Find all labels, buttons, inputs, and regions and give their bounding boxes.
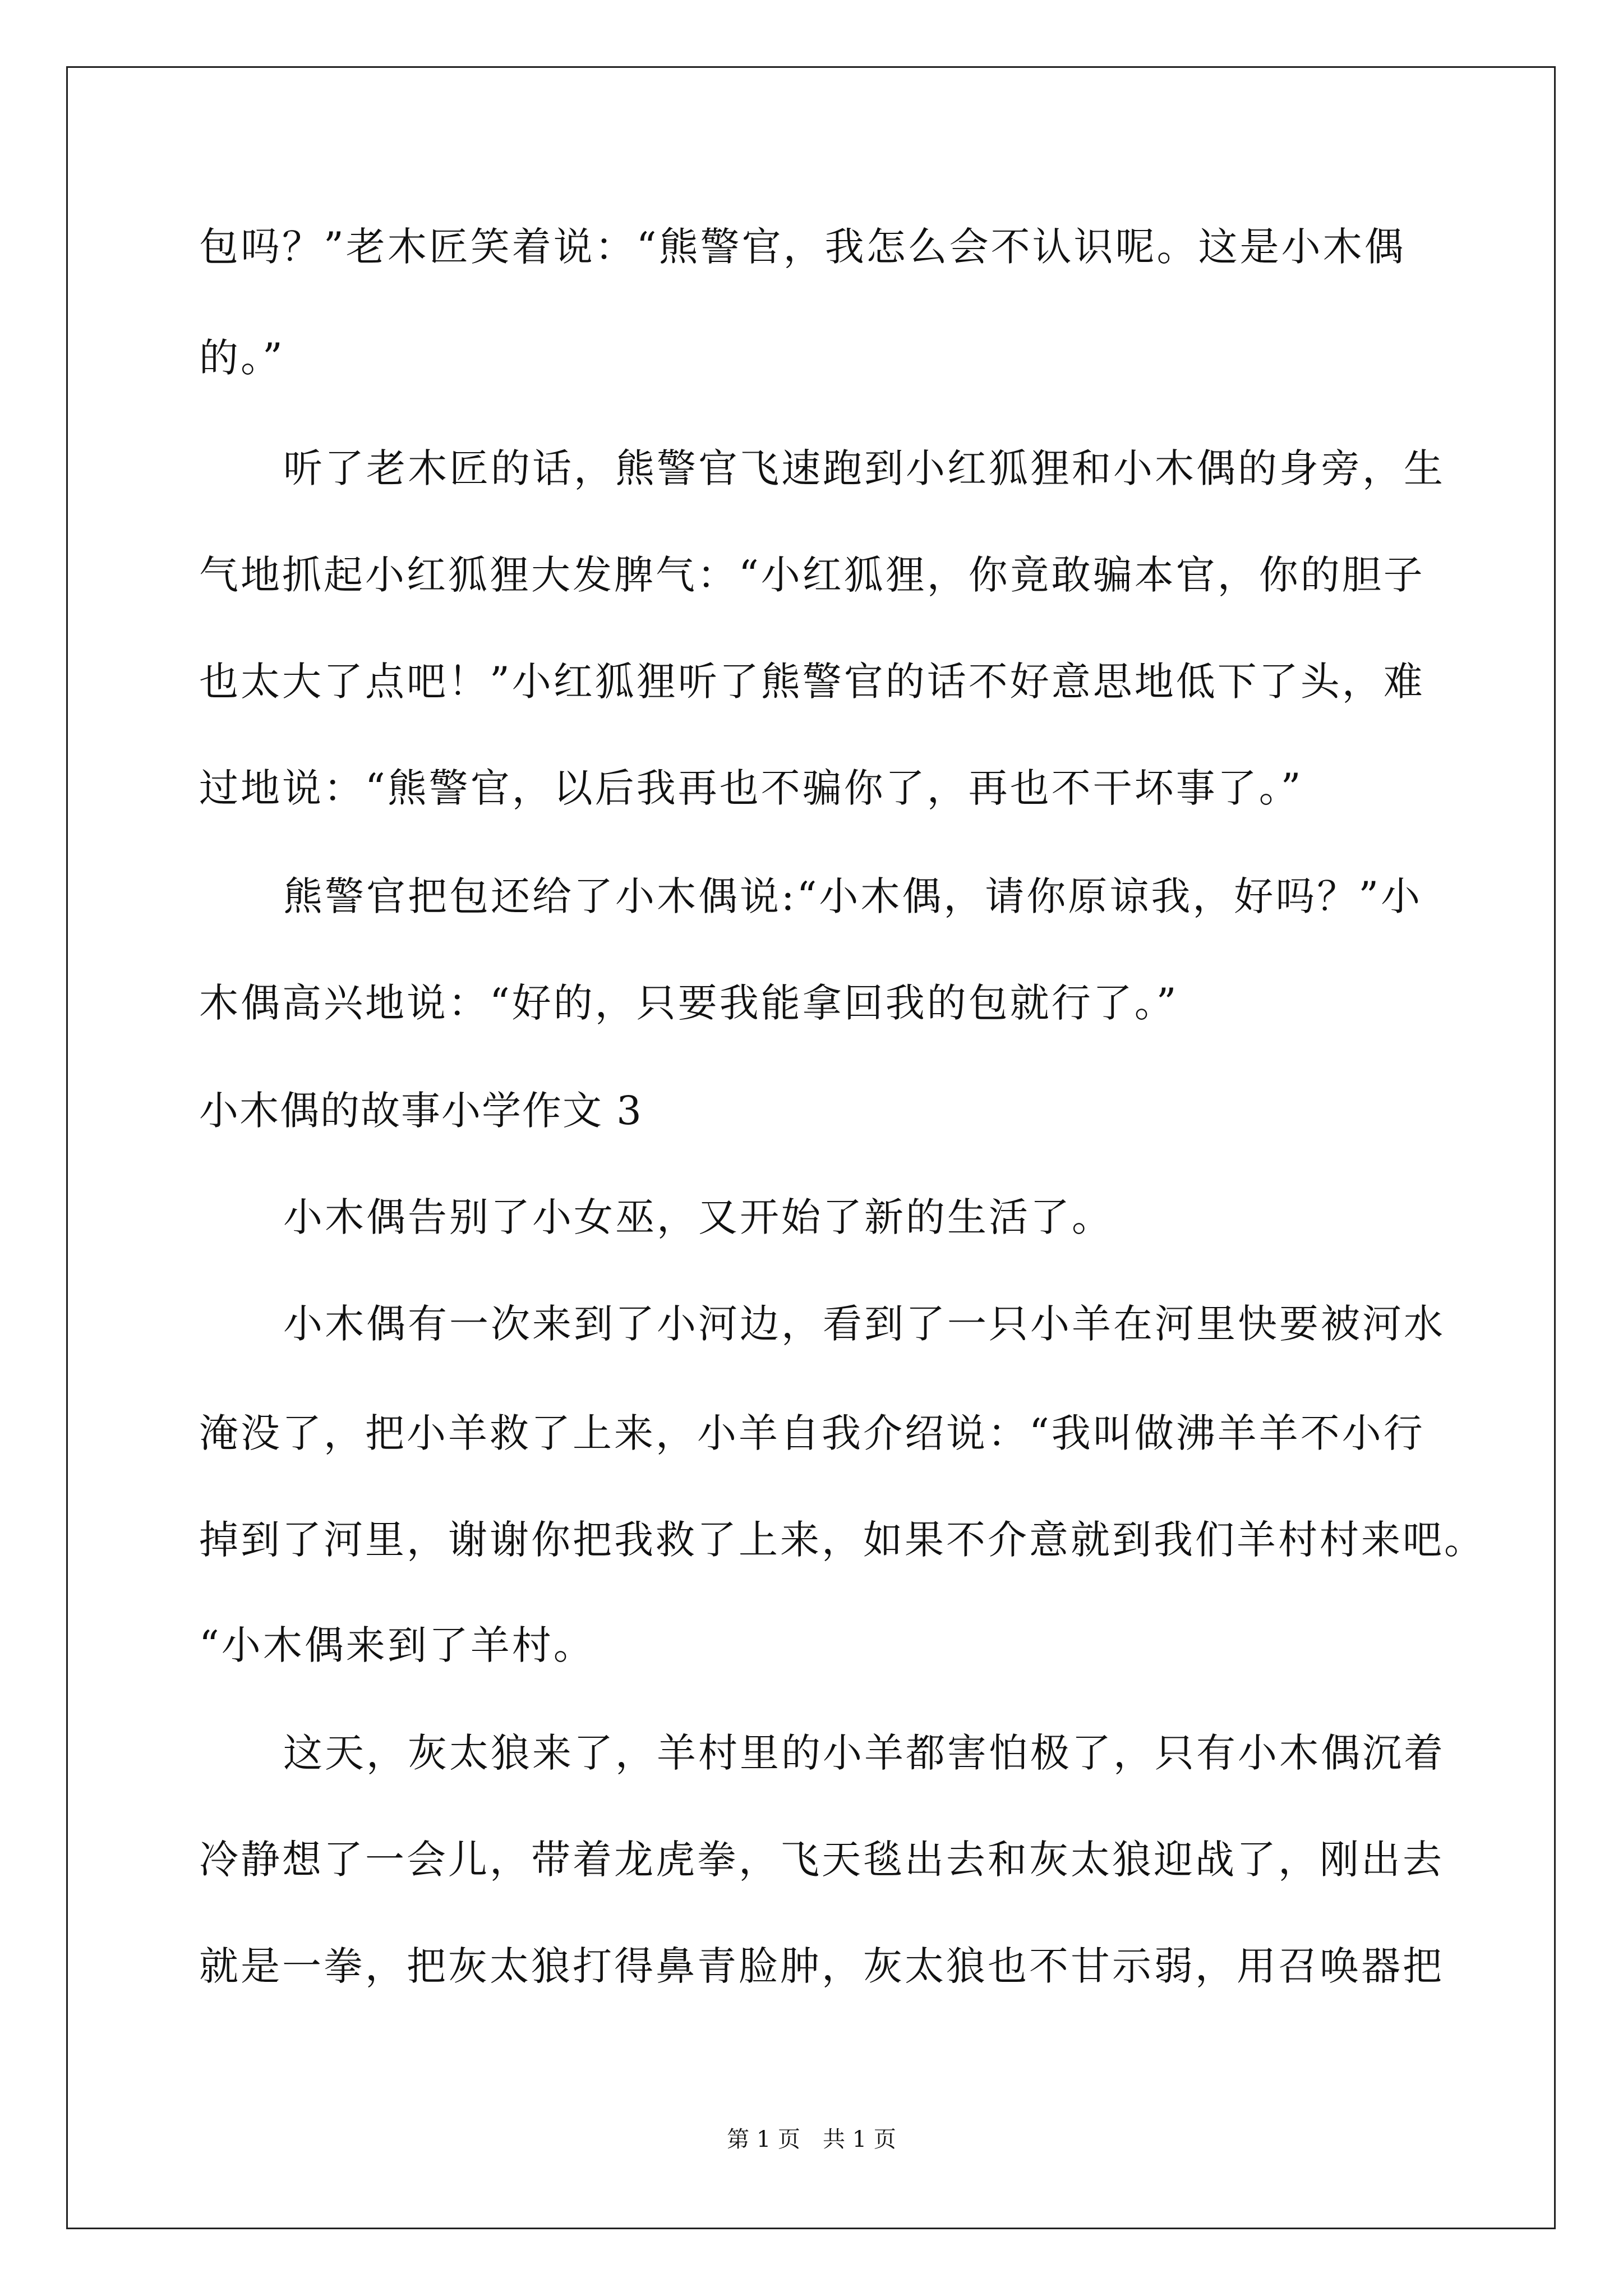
text-line: 就是一拳，把灰太狼打得鼻青脸肿，灰太狼也不甘示弱，用召唤器把 — [199, 1943, 1444, 1989]
text-line: 过地说：“熊警官，以后我再也不骗你了，再也不干坏事了。” — [199, 765, 1303, 811]
text-line: 也太大了点吧！”小红狐狸听了熊警官的话不好意思地低下了头，难 — [199, 659, 1425, 705]
text-line: 气地抓起小红狐狸大发脾气：“小红狐狸，你竟敢骗本官，你的胆子 — [199, 552, 1425, 598]
text-line: 掉到了河里，谢谢你把我救了上来，如果不介意就到我们羊村村来吧。 — [199, 1517, 1486, 1563]
text-line: 包吗？”老木匠笑着说：“熊警官，我怎么会不认识呢。这是小木偶 — [199, 224, 1406, 270]
text-line: 淹没了，把小羊救了上来，小羊自我介绍说：“我叫做沸羊羊不小行 — [199, 1410, 1425, 1456]
text-line: 听了老木匠的话，熊警官飞速跑到小红狐狸和小木偶的身旁，生 — [283, 445, 1445, 491]
text-line: 小木偶有一次来到了小河边，看到了一只小羊在河里快要被河水 — [283, 1301, 1445, 1347]
text-line: 这天，灰太狼来了，羊村里的小羊都害怕极了，只有小木偶沉着 — [283, 1730, 1445, 1776]
text-line: 木偶高兴地说：“好的，只要我能拿回我的包就行了。” — [199, 980, 1179, 1026]
page-border — [66, 66, 1556, 2229]
text-line: 冷静想了一会儿，带着龙虎拳，飞天毯出去和灰太狼迎战了，刚出去 — [199, 1837, 1444, 1883]
section-heading: 小木偶的故事小学作文 3 — [199, 1088, 643, 1134]
text-line: 熊警官把包还给了小木偶说:“小木偶，请你原谅我，好吗？”小 — [283, 873, 1423, 919]
page-footer: 第 1 页 共 1 页 — [727, 2127, 896, 2152]
text-line: 小木偶告别了小女巫，又开始了新的生活了。 — [283, 1194, 1113, 1240]
text-line: 的。” — [199, 335, 285, 381]
text-line: “小木偶来到了羊村。 — [199, 1622, 595, 1668]
